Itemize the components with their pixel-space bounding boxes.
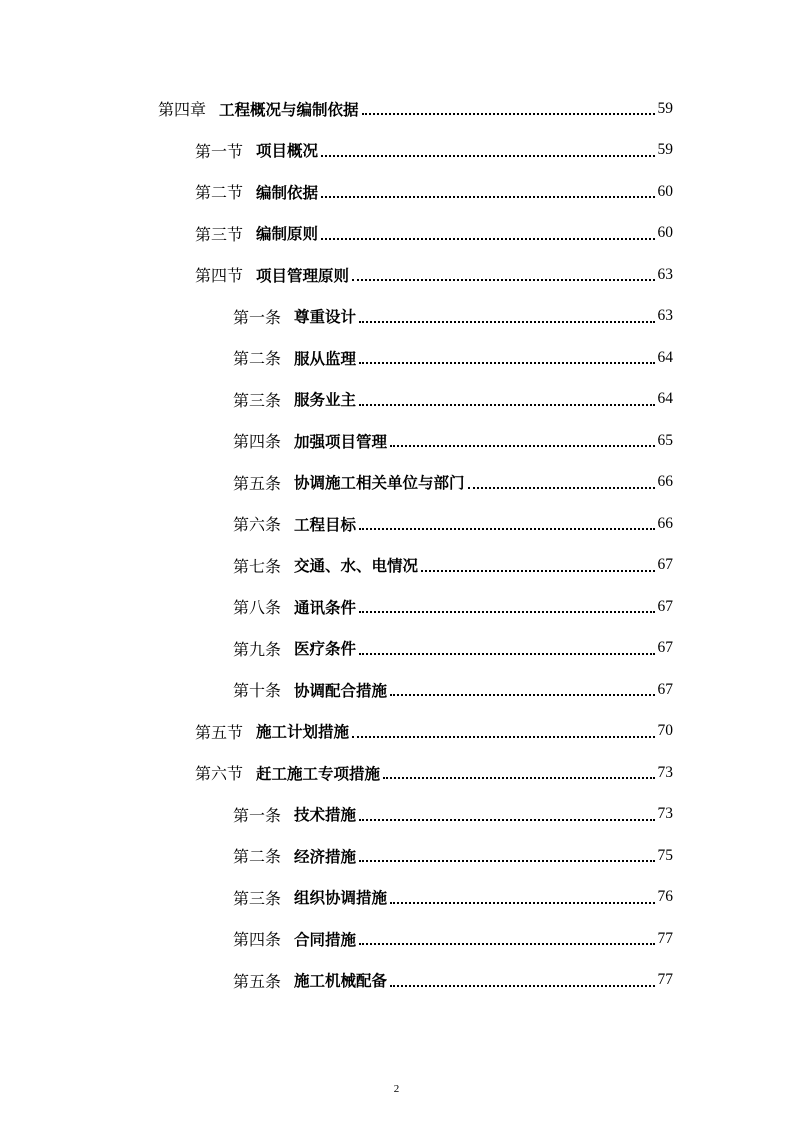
dot-leader [359,527,654,530]
toc-entry-number: 第五节 [195,722,244,742]
toc-entry-number: 第一条 [233,307,282,327]
toc-entry[interactable] [0,503,793,545]
toc-entry-title: 协调施工相关单位与部门 [294,474,465,493]
toc-entry-title: 加强项目管理 [294,432,388,451]
toc-entry-page: 65 [657,431,673,449]
toc-entry-page: 67 [657,556,673,574]
toc-entry-number: 第六节 [195,764,244,784]
toc-entry-title: 施工机械配备 [294,972,388,991]
dot-leader [359,361,654,364]
toc-entry[interactable] [0,171,793,213]
toc-entry-number: 第七条 [233,556,282,576]
toc-entry-title: 项目管理原则 [256,266,350,285]
dot-leader [390,984,654,987]
toc-entry-page: 60 [657,182,673,200]
toc-entry[interactable] [0,835,793,877]
toc-entry[interactable] [0,254,793,296]
toc-entry-page: 73 [657,763,673,781]
toc-entry-page: 67 [657,639,673,657]
toc-entry[interactable] [0,669,793,711]
toc-entry-page: 64 [657,390,673,408]
toc-entry-number: 第九条 [233,639,282,659]
toc-entry-page: 70 [657,722,673,740]
toc-entry-page: 60 [657,224,673,242]
toc-entry[interactable] [0,960,793,1002]
toc-entry-title: 项目概况 [256,142,319,161]
toc-entry-title: 工程概况与编制依据 [219,100,359,119]
toc-entry[interactable] [0,130,793,172]
dot-leader [321,237,654,240]
toc-entry-title: 技术措施 [294,806,357,825]
toc-entry-title: 编制原则 [256,225,319,244]
toc-entry-page: 67 [657,680,673,698]
toc-entry-number: 第二条 [233,349,282,369]
table-of-contents [0,88,793,1001]
dot-leader [359,610,654,613]
dot-leader [359,818,654,821]
toc-entry-page: 73 [657,805,673,823]
toc-entry[interactable] [0,296,793,338]
toc-entry-title: 组织协调措施 [294,889,388,908]
dot-leader [362,112,655,115]
toc-entry[interactable] [0,88,793,130]
toc-entry-number: 第五条 [233,473,282,493]
toc-entry-number: 第十条 [233,681,282,701]
toc-entry[interactable] [0,337,793,379]
toc-entry-page: 77 [657,971,673,989]
toc-entry-title: 合同措施 [294,930,357,949]
toc-entry-number: 第五条 [233,971,282,991]
toc-entry-title: 尊重设计 [294,308,357,327]
toc-entry[interactable] [0,462,793,504]
dot-leader [352,735,654,738]
toc-entry-number: 第四节 [195,266,244,286]
toc-entry-number: 第三条 [233,888,282,908]
dot-leader [383,776,654,779]
toc-entry-number: 第三节 [195,224,244,244]
toc-entry-title: 编制依据 [256,183,319,202]
toc-entry-title: 工程目标 [294,515,357,534]
toc-entry-number: 第八条 [233,598,282,618]
toc-entry-page: 77 [657,929,673,947]
toc-entry[interactable] [0,628,793,670]
dot-leader [359,859,654,862]
toc-entry-page: 67 [657,597,673,615]
dot-leader [321,154,654,157]
dot-leader [421,569,654,572]
toc-entry-number: 第四章 [158,100,207,120]
dot-leader [321,195,654,198]
dot-leader [359,320,654,323]
toc-entry-number: 第二条 [233,847,282,867]
toc-entry-number: 第二节 [195,183,244,203]
toc-entry-title: 服务业主 [294,391,357,410]
page-number: 2 [393,1083,400,1095]
toc-entry-page: 75 [657,846,673,864]
toc-entry[interactable] [0,545,793,587]
toc-entry-title: 通讯条件 [294,598,357,617]
dot-leader [352,278,654,281]
toc-entry[interactable] [0,752,793,794]
toc-entry[interactable] [0,379,793,421]
toc-entry-number: 第四条 [233,432,282,452]
toc-entry-page: 66 [657,514,673,532]
toc-entry-number: 第一节 [195,141,244,161]
toc-entry-page: 76 [657,888,673,906]
toc-entry[interactable] [0,711,793,753]
toc-entry-number: 第一条 [233,805,282,825]
toc-entry[interactable] [0,918,793,960]
toc-entry-title: 交通、水、电情况 [294,557,419,576]
dot-leader [359,403,654,406]
toc-entry-number: 第三条 [233,390,282,410]
toc-entry-page: 66 [657,473,673,491]
dot-leader [468,486,655,489]
dot-leader [390,901,654,904]
toc-entry-title: 赶工施工专项措施 [256,764,381,783]
toc-entry-number: 第四条 [233,930,282,950]
toc-entry-title: 协调配合措施 [294,681,388,700]
toc-entry-title: 经济措施 [294,847,357,866]
dot-leader [359,652,654,655]
toc-entry[interactable] [0,213,793,255]
dot-leader [390,693,654,696]
toc-entry-page: 63 [657,265,673,283]
toc-entry[interactable] [0,420,793,462]
toc-entry-page: 64 [657,348,673,366]
dot-leader [359,942,654,945]
toc-entry[interactable] [0,586,793,628]
toc-entry-title: 服从监理 [294,349,357,368]
toc-entry-number: 第六条 [233,515,282,535]
toc-entry-page: 59 [657,99,673,117]
toc-entry[interactable] [0,877,793,919]
dot-leader [390,444,654,447]
toc-entry-page: 59 [657,141,673,159]
toc-entry[interactable] [0,794,793,836]
toc-entry-title: 医疗条件 [294,640,357,659]
toc-entry-page: 63 [657,307,673,325]
toc-entry-title: 施工计划措施 [256,723,350,742]
